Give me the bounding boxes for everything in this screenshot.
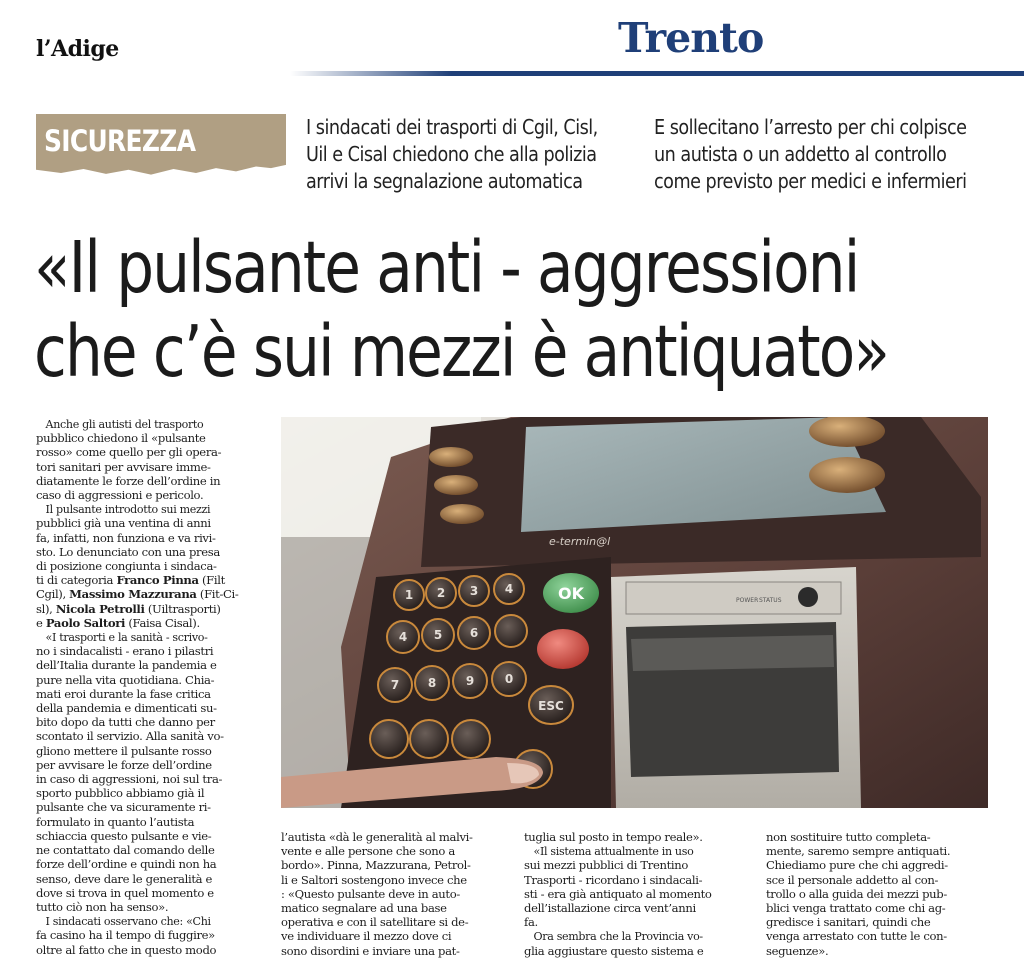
text-line: «I trasporti e la sanità - scrivo- [45,630,208,645]
text-line: formulato in quanto l’autista [36,814,195,829]
side-button [429,447,473,467]
text-line: forze dell’ordine e quindi non ha [36,857,217,872]
text-run: e [36,615,43,630]
name-paolo-saltori: Paolo Saltori [45,615,126,630]
text-line: : «Questo pulsante deve in auto- [281,886,460,901]
side-button [440,504,484,524]
text-line: schiaccia questo pulsante e vie- [36,828,212,843]
printer-power-label: POWER [736,597,759,604]
text-line: ne contattato dal comando delle [36,843,215,858]
key-label: 3 [469,584,479,598]
text-line: dell’istallazione circa vent’anni [524,901,696,916]
deck-line: arrivi la segnalazione automatica [306,169,583,193]
text-run: sl), [36,601,53,616]
name-franco-pinna: Franco Pinna [116,573,199,588]
deck-right [654,114,967,195]
key-label: 4 [504,582,514,596]
text-line: Chiediamo pure che chi aggredi- [766,858,948,873]
text-line: fa. [524,915,538,930]
text-line: gredisce i sanitari, quindi che [766,915,931,930]
text-line [36,616,264,630]
keypad-key [410,720,448,758]
keypad-key [370,720,408,758]
text-line: dove si trova in quel momento e [36,885,214,900]
key-label: 5 [433,628,443,642]
keypad-key [452,720,490,758]
text-line: di posizione congiunta i sindaca- [36,559,217,574]
text-line [36,602,264,616]
text-line: fa, infatti, non funziona e va rivi- [36,530,216,545]
headline [34,226,888,394]
text-line: per avvisare le forze dell’ordine [36,757,212,772]
article-photo [281,417,988,808]
name-nicola-petrolli: Nicola Petrolli [55,601,145,616]
text-line [36,587,264,601]
device-brand-label: e-termin@l [549,535,611,548]
text-run: (Filt [202,573,225,588]
text-line: vente e alle persone che sono a [281,844,455,859]
text-line: I sindacati osservano che: «Chi [45,914,211,929]
key-label: 1 [404,588,414,602]
text-line: l’autista «dà le generalità al malvi- [281,830,473,844]
text-line: pubblici già una ventina di anni [36,516,211,531]
text-line: sto. Lo denunciato con una presa [36,544,220,559]
deck-line: E sollecitano l’arresto per chi colpisce [654,115,967,139]
printer-roller [631,635,834,671]
key-label: 0 [504,672,514,686]
text-line: no i sindacalisti - erano i pilastri [36,644,214,659]
text-line: senso, deve dare le generalità e [36,871,213,886]
text-run: (Fit-Ci- [199,587,239,602]
side-button [809,457,885,493]
deck-left [306,114,598,195]
text-line: tuglia sul posto in tempo reale». [524,830,703,844]
text-line: sti - era già antiquato al momento [524,886,712,901]
masthead-paper-name: l’Adige [36,36,119,62]
name-massimo-mazzurana: Massimo Mazzurana [69,587,197,602]
text-line: pure nella vita quotidiana. Chia- [36,672,215,687]
text-line: venga arrestato con tutte le con- [766,929,947,944]
key-label: 8 [427,676,437,690]
text-run: ti di categoria [36,573,114,588]
text-line: Trasporti - ricordano i sindacali- [524,872,703,887]
text-line: li e Saltori sostengono invece che [281,872,467,887]
esc-key-label: ESC [538,699,564,713]
text-line: gliono mettere il pulsante rosso [36,743,212,758]
text-line: glia aggiustare questo sistema e [524,943,704,958]
deck-line: I sindacati dei trasporti di Cgil, Cisl, [306,115,598,139]
text-line: tori sanitari per avvisare imme- [36,459,211,474]
text-line: operativa e con il satellitare si de- [281,915,469,930]
text-line: diatamente le forze dell’ordine in [36,473,221,488]
text-run: (Uiltrasporti) [147,601,221,616]
text-line: blici venga trattato come chi ag- [766,901,946,916]
text-line: Ora sembra che la Provincia vo- [533,929,703,944]
text-line: rosso» come quello per gli opera- [36,445,222,460]
key-label: 2 [436,586,446,600]
key-label: 9 [465,674,475,688]
masthead-rule [290,71,1024,76]
side-button [434,475,478,495]
headline-line: «Il pulsante anti - aggressioni [34,226,859,309]
text-line: della pandemia e dimenticati su- [36,701,217,716]
keypad-key [495,615,527,647]
deck-line: come previsto per medici e infermieri [654,169,967,193]
text-line: sporto pubblico abbiamo già il [36,786,205,801]
ok-key-label: OK [558,584,584,603]
headline-line: che c’è sui mezzi è antiquato» [34,310,889,393]
text-line: tutto ciò non ha senso». [36,899,169,914]
text-line: mente, saremo sempre antiquati. [766,844,951,859]
article-column-1 [36,417,264,957]
text-line: matico segnalare ad una base [281,901,447,916]
article-column-3 [524,830,748,958]
text-line: Anche gli autisti del trasporto [45,417,204,431]
text-line: mati eroi durante la fase critica [36,686,211,701]
text-line: in caso di aggressioni, noi sul tra- [36,772,223,787]
text-line [36,573,264,587]
text-line: sce il personale addetto al con- [766,872,939,887]
text-line: sono disordini e inviare una pat- [281,943,460,958]
key-label: 6 [469,626,479,640]
text-run: Cgil), [36,587,66,602]
printer-status-label: STATUS [759,597,782,604]
text-line: ve individuare il mezzo dove ci [281,929,452,944]
text-line: bordo». Pinna, Mazzurana, Petrol- [281,858,471,873]
deck-line: Uil e Cisal chiedono che alla polizia [306,142,597,166]
key-label: 7 [390,678,400,692]
text-line: trollo o alla guida dei mezzi pub- [766,886,947,901]
text-run: (Faisa Cisal). [128,615,200,630]
text-line: seguenze». [766,943,829,958]
article-column-4 [766,830,988,958]
text-line: caso di aggressioni e pericolo. [36,488,204,503]
article-column-2 [281,830,505,958]
text-line: oltre al fatto che in questo modo [36,942,217,957]
key-label: 4 [398,630,408,644]
red-key [537,629,589,669]
text-line: dell’Italia durante la pandemia e [36,658,217,673]
text-line: pulsante che va sicuramente ri- [36,800,211,815]
text-line: Il pulsante introdotto sui mezzi [45,502,211,517]
text-line: pubblico chiedono il «pulsante [36,431,206,446]
text-line: non sostituire tutto completa- [766,830,931,844]
section-tag-label: SICUREZZA [44,124,196,158]
masthead-section-name: Trento [618,14,764,62]
text-line: «Il sistema attualmente in uso [533,844,694,859]
deck-line: un autista o un addetto al controllo [654,142,947,166]
text-line: scontato il servizio. Alla sanità vo- [36,729,224,744]
text-line: bito dopo da tutti che danno per [36,715,215,730]
printer-knob [798,587,818,607]
text-line: sui mezzi pubblici di Trentino [524,858,689,873]
text-line: fa casino ha il tempo di fuggire» [36,928,215,943]
